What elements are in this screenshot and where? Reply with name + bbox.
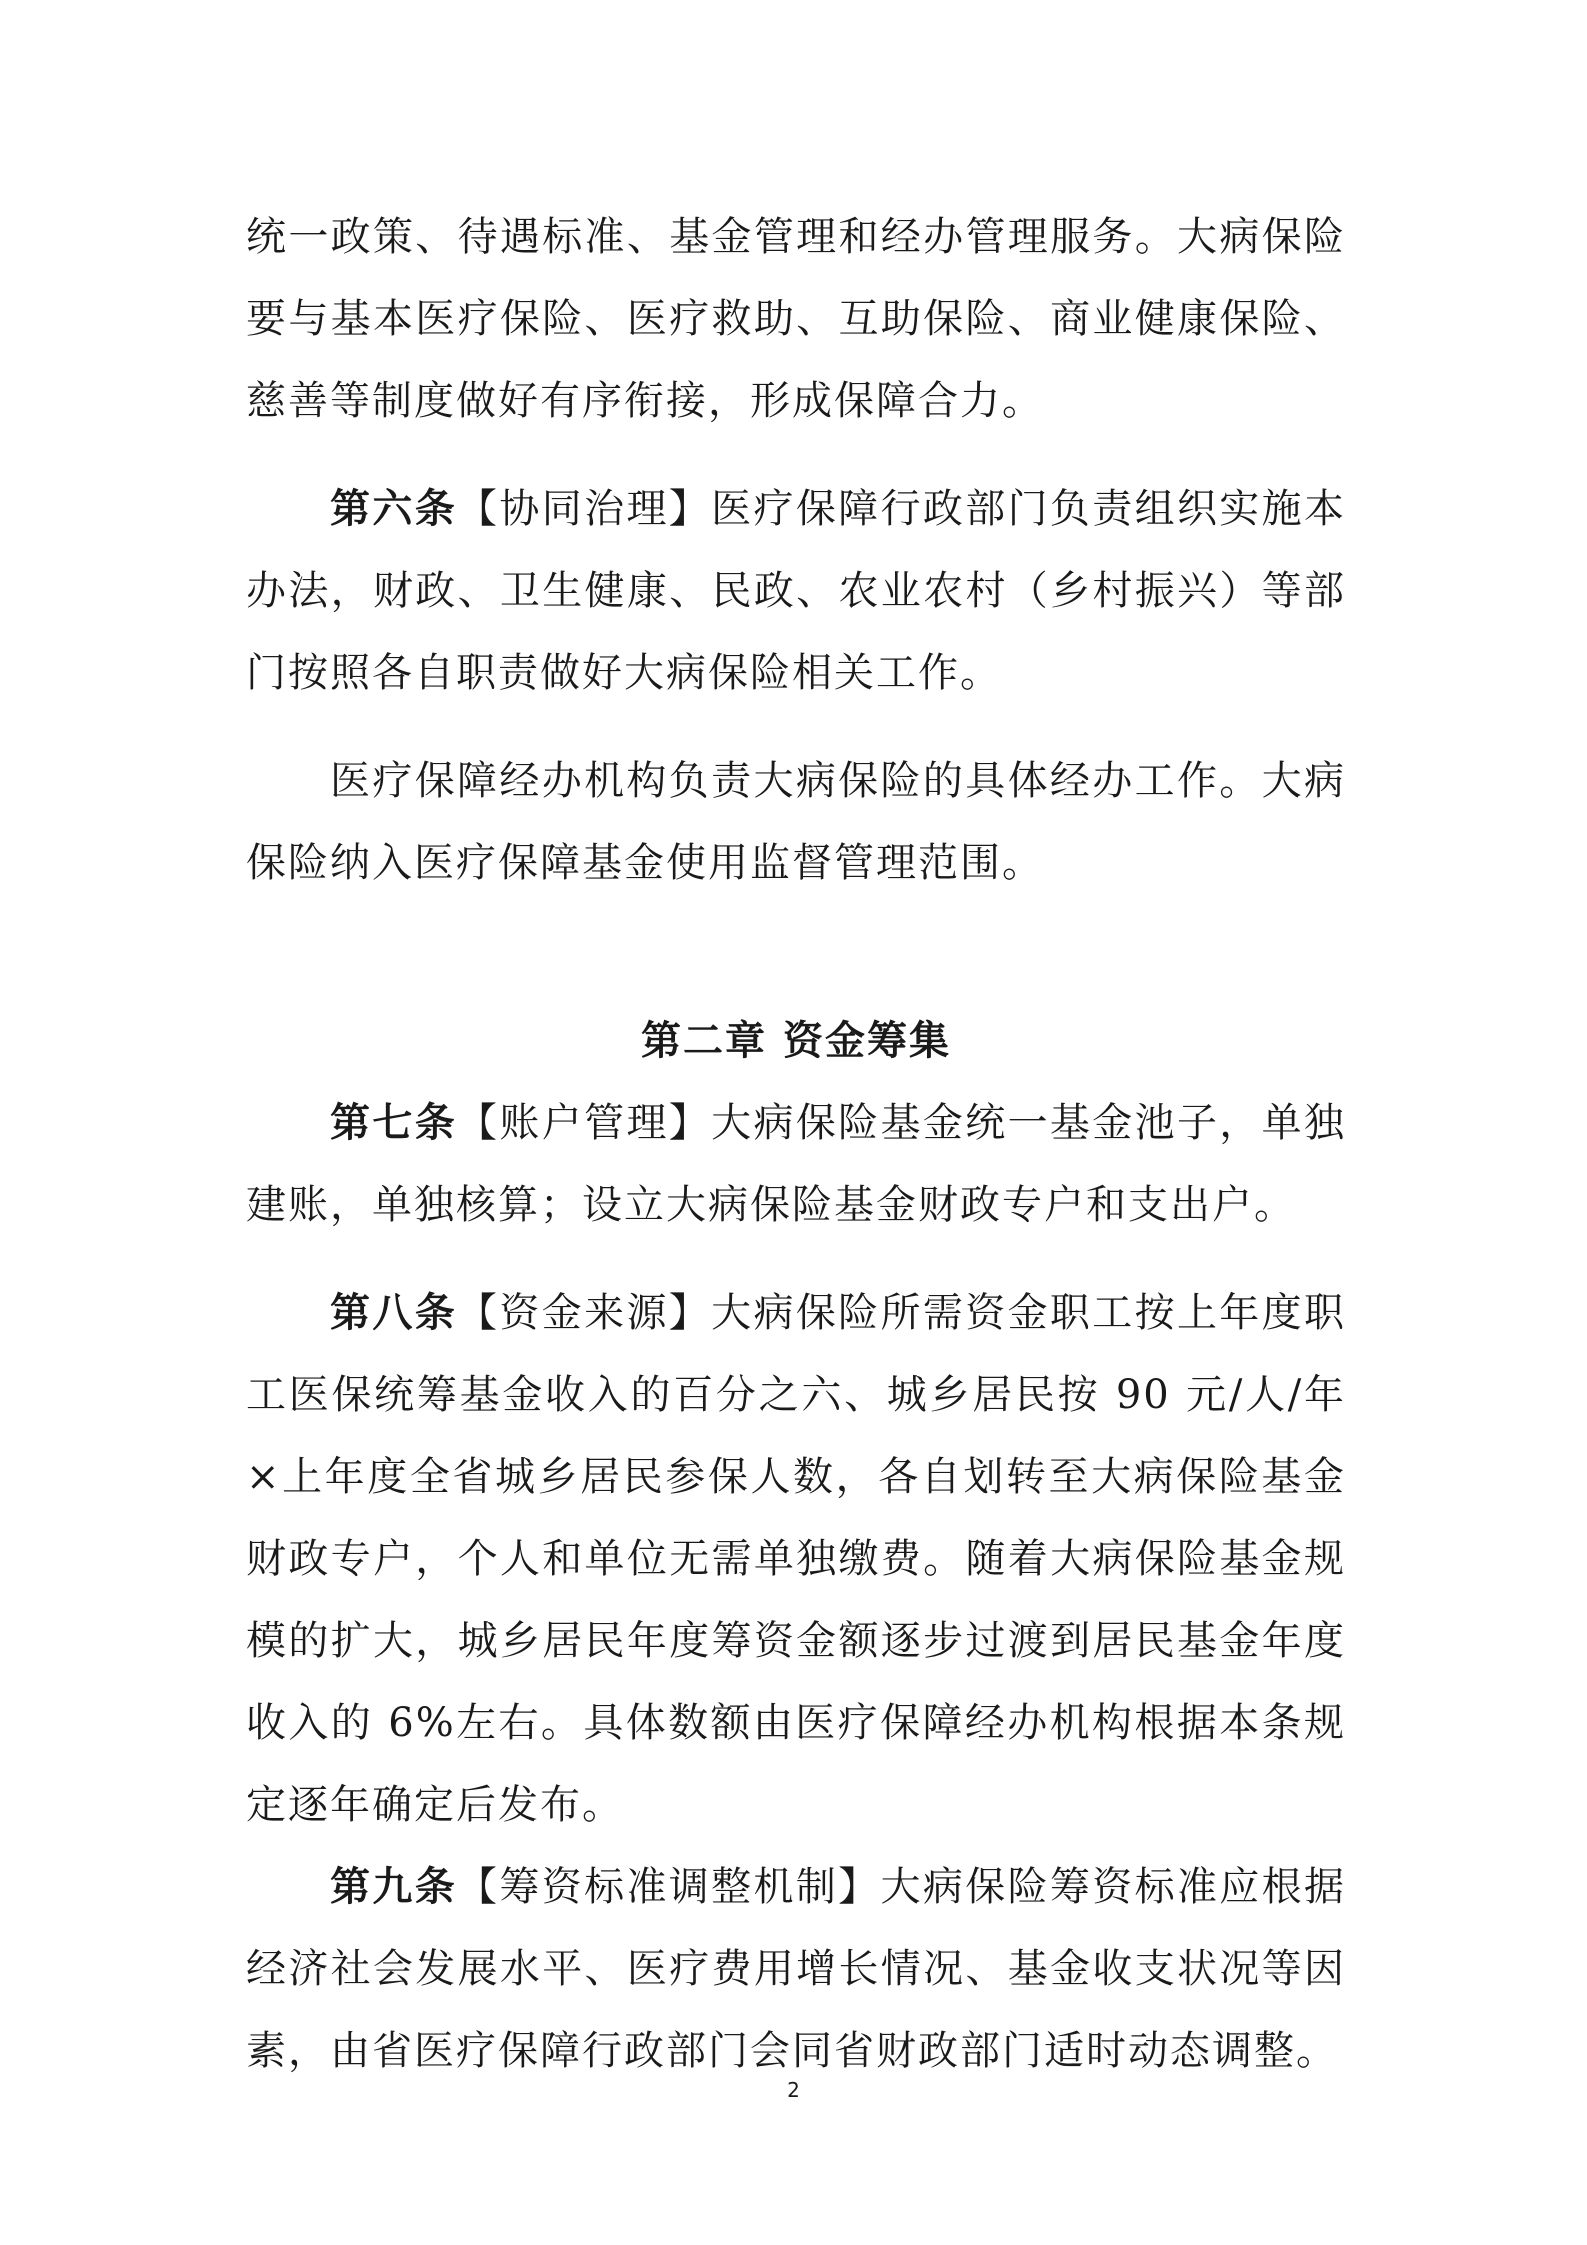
page-number: 2 (787, 2078, 800, 2102)
document-body (246, 196, 1346, 2092)
paragraph-text: 统一政策、待遇标准、基金管理和经办管理服务。大病保险要与基本医疗保险、医疗救助、互助保险、商业健康保险、慈善等制度做好有序衔接，形成保障合力。 (246, 214, 1346, 424)
article-9 (246, 1846, 1346, 2092)
chapter-heading: 第二章 资金筹集 (641, 1018, 951, 1064)
article-9-body: 【筹资标准调整机制】大病保险筹资标准应根据经济社会发展水平、医疗费用增长情况、基金收支状况等因素，由省医疗保障行政部门会同省财政部门适时动态调整。 (246, 1864, 1347, 2074)
article-6-title: 第六条 (330, 486, 458, 532)
article-7-title: 第七条 (330, 1100, 458, 1146)
article-9-title: 第九条 (330, 1864, 458, 1910)
spacer (246, 714, 1346, 740)
spacer (246, 904, 1346, 1000)
paragraph-continuation (246, 196, 1346, 442)
article-6 (246, 468, 1346, 714)
paragraph-agency (246, 740, 1346, 904)
article-7-body: 【账户管理】大病保险基金统一基金池子，单独建账，单独核算；设立大病保险基金财政专户和支出户。 (246, 1100, 1347, 1228)
spacer (246, 1246, 1346, 1272)
article-8-title: 第八条 (330, 1290, 458, 1336)
article-7 (246, 1082, 1346, 1246)
paragraph-agency-text: 医疗保障经办机构负责大病保险的具体经办工作。大病保险纳入医疗保障基金使用监督管理范围。 (246, 758, 1346, 886)
spacer (246, 442, 1346, 468)
article-8-body: 【资金来源】大病保险所需资金职工按上年度职工医保统筹基金收入的百分之六、城乡居民按 90 元/人/年×上年度全省城乡居民参保人数，各自划转至大病保险基金财政专户，个人和单位无需单独缴费。随着大病保险基金规模的扩大，城乡居民年度筹资金额逐步过渡到居民基金年度收入的 6%左右。具体数额由医疗保障经办机构根据本条规定逐年确定后发布。 (246, 1290, 1347, 1828)
article-8 (246, 1272, 1346, 1846)
article-6-body: 【协同治理】医疗保障行政部门负责组织实施本办法，财政、卫生健康、民政、农业农村（乡村振兴）等部门按照各自职责做好大病保险相关工作。 (246, 486, 1347, 696)
